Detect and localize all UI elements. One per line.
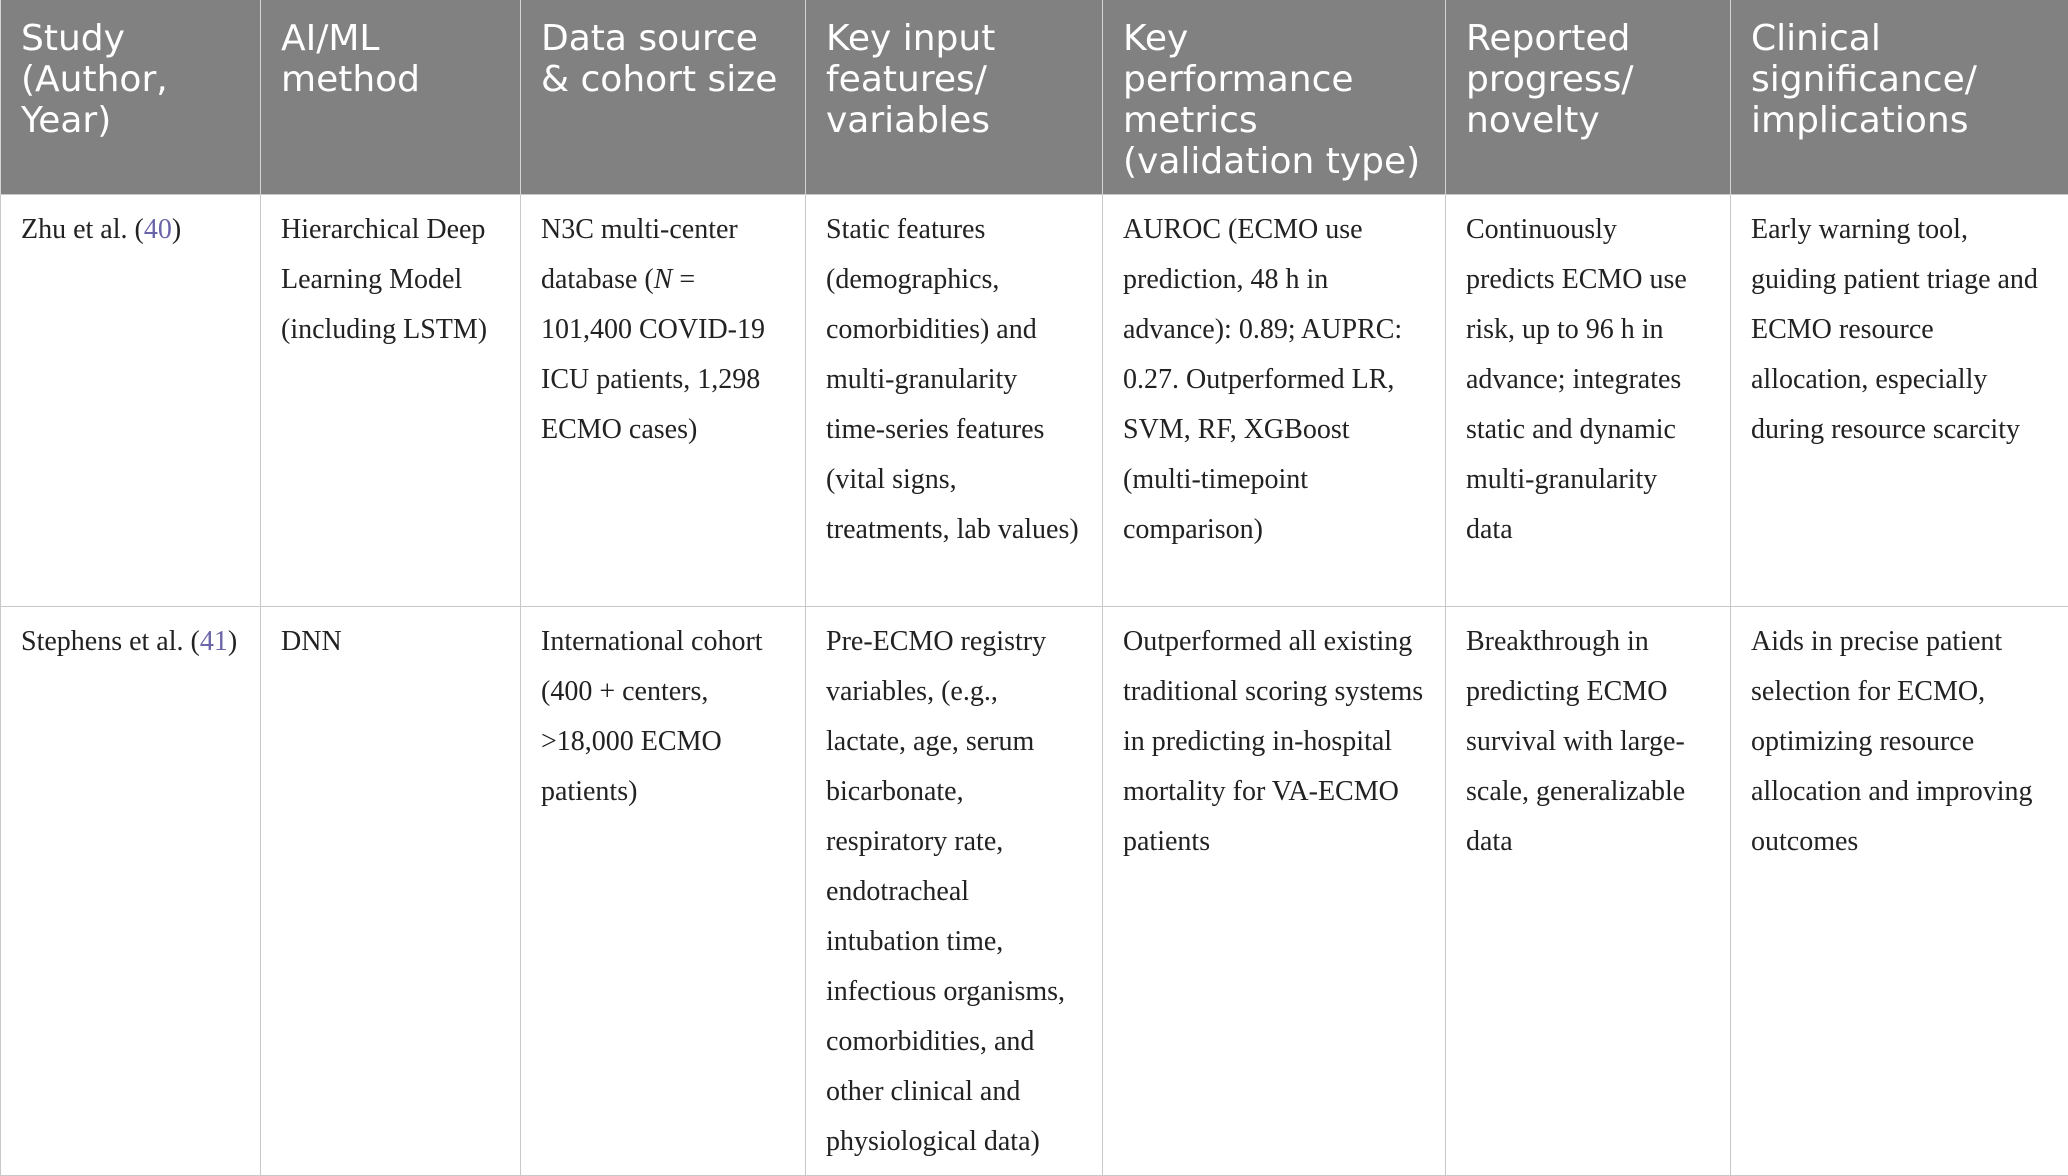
header-progress: Reported progress/ novelty: [1446, 0, 1731, 195]
data-source-count: = 101,400 COVID-19 ICU patients, 1,298 ECMO cases): [541, 264, 765, 445]
cell-method: Hierarchical Deep Learning Model (including LSTM): [261, 195, 521, 607]
cell-metrics: Outperformed all existing traditional scoring systems in predicting in-hospital mortality for VA-ECMO patients: [1103, 607, 1446, 1176]
cell-significance: Early warning tool, guiding patient triage and ECMO resource allocation, especially during resource scarcity: [1731, 195, 2068, 607]
table-row: [1, 195, 2068, 607]
cell-features: Static features (demographics, comorbidities) and multi-granularity time-series features (vital signs, treatments, lab values): [806, 195, 1103, 607]
n-symbol: N: [654, 264, 673, 295]
header-study: Study (Author, Year): [1, 0, 261, 195]
cell-study: [1, 195, 261, 607]
header-significance: Clinical significance/ implications: [1731, 0, 2068, 195]
cell-study: [1, 607, 261, 1176]
reference-link[interactable]: 40: [144, 214, 172, 245]
table-row: [1, 607, 2068, 1176]
cell-progress: Breakthrough in predicting ECMO survival with large-scale, generalizable data: [1446, 607, 1731, 1176]
cell-metrics: AUROC (ECMO use prediction, 48 h in advance): 0.89; AUPRC: 0.27. Outperformed LR, SVM, RF, XGBoost (multi-timepoint comparison): [1103, 195, 1446, 607]
header-metrics: Key performance metrics (validation type): [1103, 0, 1446, 195]
cell-progress: Continuously predicts ECMO use risk, up to 96 h in advance; integrates static and dynamic multi-granularity data: [1446, 195, 1731, 607]
cell-method: DNN: [261, 607, 521, 1176]
header-method: AI/ML method: [261, 0, 521, 195]
study-name: Stephens et al. (: [21, 626, 200, 657]
data-source-text: N3C multi-center database (: [541, 214, 738, 295]
study-suffix: ): [228, 626, 237, 657]
table-header-row: [1, 0, 2068, 195]
reference-link[interactable]: 41: [200, 626, 228, 657]
cell-features: Pre-ECMO registry variables, (e.g., lactate, age, serum bicarbonate, respiratory rate, endotracheal intubation time, infectious organisms, comorbidities, and other clinical and physiological data): [806, 607, 1103, 1176]
cell-data-source: [521, 195, 806, 607]
cell-significance: Aids in precise patient selection for ECMO, optimizing resource allocation and improving outcomes: [1731, 607, 2068, 1176]
study-suffix: ): [172, 214, 181, 245]
header-features: Key input features/ variables: [806, 0, 1103, 195]
header-data-source: Data source & cohort size: [521, 0, 806, 195]
cell-data-source: International cohort (400 + centers, >18,000 ECMO patients): [521, 607, 806, 1176]
study-name: Zhu et al. (: [21, 214, 144, 245]
